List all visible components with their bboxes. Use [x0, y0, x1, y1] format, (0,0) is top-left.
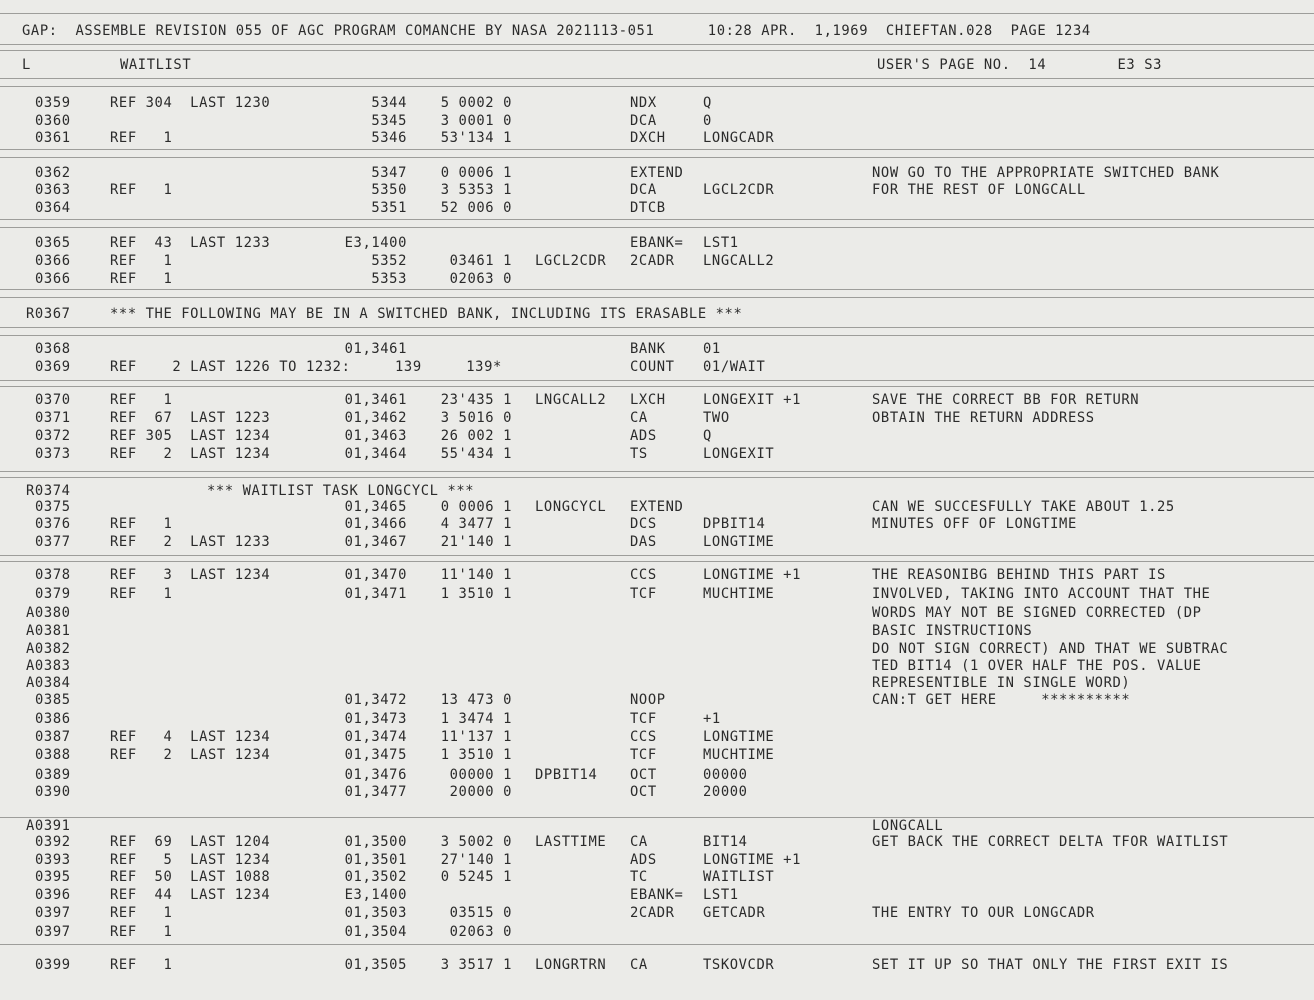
ruled-line [0, 44, 1314, 45]
opcode: EXTEND [630, 499, 684, 515]
opcode: BANK [630, 341, 666, 357]
ruled-line [0, 149, 1314, 150]
ruled-line [0, 561, 1314, 562]
ref-column: REF 1 [110, 182, 173, 198]
octal-word: 03461 1 [449, 253, 512, 269]
line-number: 0362 [35, 165, 71, 181]
line-number: 0371 [35, 410, 71, 426]
opcode: TCF [630, 747, 657, 763]
operand: LONGTIME +1 [703, 567, 801, 583]
opcode: DCA [630, 113, 657, 129]
opcode: CA [630, 834, 648, 850]
comment-text: INVOLVED, TAKING INTO ACCOUNT THAT THE [872, 586, 1211, 602]
operand: Q [703, 95, 712, 111]
address-column: 01,3466 [344, 516, 407, 532]
ref-column: REF 50 LAST 1088 [110, 869, 271, 885]
line-number: A0380 [26, 605, 71, 621]
operand: LNGCALL2 [703, 253, 775, 269]
operand: 01/WAIT [703, 359, 766, 375]
octal-word: 11'140 1 [440, 567, 512, 583]
address-column: 01,3461 [344, 341, 407, 357]
address-column: 01,3472 [344, 692, 407, 708]
ref-column: REF 305 LAST 1234 [110, 428, 271, 444]
line-number: 0365 [35, 235, 71, 251]
address-column: 01,3471 [344, 586, 407, 602]
operand: WAITLIST [703, 869, 775, 885]
octal-word: 3 3517 1 [440, 957, 512, 973]
symbol-label: DPBIT14 [535, 767, 598, 783]
symbol-label: LNGCALL2 [535, 392, 607, 408]
ref-column: REF 67 LAST 1223 [110, 410, 271, 426]
line-number: 0387 [35, 729, 71, 745]
address-column: 5350 [371, 182, 407, 198]
opcode: ADS [630, 852, 657, 868]
operand: TSKOVCDR [703, 957, 775, 973]
comment-text: MINUTES OFF OF LONGTIME [872, 516, 1077, 532]
ruled-line [0, 817, 1314, 818]
operand: Q [703, 428, 712, 444]
address-column: 01,3502 [344, 869, 407, 885]
octal-word: 03515 0 [449, 905, 512, 921]
line-number: A0381 [26, 623, 71, 639]
address-column: 01,3470 [344, 567, 407, 583]
operand: 01 [703, 341, 721, 357]
line-number: 0372 [35, 428, 71, 444]
octal-word: 02063 0 [449, 271, 512, 287]
octal-word: 3 0001 0 [440, 113, 512, 129]
ruled-line [0, 477, 1314, 478]
ref-column: REF 1 [110, 271, 173, 287]
ref-column: REF 2 LAST 1234 [110, 446, 271, 462]
opcode: TC [630, 869, 648, 885]
address-column: 01,3461 [344, 392, 407, 408]
octal-word: 3 5002 0 [440, 834, 512, 850]
ruled-line [0, 471, 1314, 472]
line-number: R0367 [26, 306, 71, 322]
address-column: 5346 [371, 130, 407, 146]
ruled-line [0, 335, 1314, 336]
line-number: 0386 [35, 711, 71, 727]
address-column: 01,3501 [344, 852, 407, 868]
ref-column: REF 1 [110, 957, 173, 973]
address-column: 01,3476 [344, 767, 407, 783]
ruled-line [0, 944, 1314, 945]
symbol-label: LONGRTRN [535, 957, 607, 973]
line-number: 0366 [35, 271, 71, 287]
address-column: 01,3474 [344, 729, 407, 745]
opcode: TCF [630, 586, 657, 602]
remark-text: *** WAITLIST TASK LONGCYCL *** [207, 483, 475, 499]
ref-column: REF 1 [110, 924, 173, 940]
octal-word: 5 0002 0 [440, 95, 512, 111]
line-number: A0382 [26, 641, 71, 657]
address-column: 01,3475 [344, 747, 407, 763]
opcode: TS [630, 446, 648, 462]
ruled-line [0, 157, 1314, 158]
opcode: DXCH [630, 130, 666, 146]
address-column: 01,3463 [344, 428, 407, 444]
header-line-2: L WAITLIST USER'S PAGE NO. 14 E3 S3 [22, 57, 1163, 73]
ruled-line [0, 227, 1314, 228]
operand: LONGEXIT [703, 446, 775, 462]
line-number: 0379 [35, 586, 71, 602]
address-column: 5353 [371, 271, 407, 287]
address-column: 5344 [371, 95, 407, 111]
comment-text: REPRESENTIBLE IN SINGLE WORD) [872, 675, 1131, 691]
ruled-line [0, 555, 1314, 556]
opcode: NDX [630, 95, 657, 111]
ref-column: REF 43 LAST 1233 [110, 235, 271, 251]
comment-text: CAN:T GET HERE ********** [872, 692, 1131, 708]
opcode: ADS [630, 428, 657, 444]
ref-column: REF 1 [110, 586, 173, 602]
address-column: 01,3500 [344, 834, 407, 850]
line-number: 0393 [35, 852, 71, 868]
line-number: 0399 [35, 957, 71, 973]
octal-word: 3 5353 1 [440, 182, 512, 198]
address-column: E3,1400 [344, 235, 407, 251]
line-number: 0368 [35, 341, 71, 357]
opcode: CCS [630, 729, 657, 745]
comment-text: FOR THE REST OF LONGCALL [872, 182, 1086, 198]
operand: MUCHTIME [703, 747, 775, 763]
opcode: CA [630, 957, 648, 973]
line-number: 0385 [35, 692, 71, 708]
operand: GETCADR [703, 905, 766, 921]
operand: +1 [703, 711, 721, 727]
line-number: 0359 [35, 95, 71, 111]
opcode: OCT [630, 784, 657, 800]
ruled-line [0, 50, 1314, 51]
line-number: A0383 [26, 658, 71, 674]
operand: LONGTIME [703, 534, 775, 550]
operand: TWO [703, 410, 730, 426]
ref-column: REF 1 [110, 905, 173, 921]
address-column: 01,3477 [344, 784, 407, 800]
octal-word: 02063 0 [449, 924, 512, 940]
octal-word: 52 006 0 [440, 200, 512, 216]
line-number: 0389 [35, 767, 71, 783]
ref-column: REF 304 LAST 1230 [110, 95, 271, 111]
operand: 20000 [703, 784, 748, 800]
ruled-line [0, 386, 1314, 387]
opcode: TCF [630, 711, 657, 727]
line-number: 0392 [35, 834, 71, 850]
line-number: 0378 [35, 567, 71, 583]
opcode: LXCH [630, 392, 666, 408]
symbol-label: LGCL2CDR [535, 253, 607, 269]
comment-text: DO NOT SIGN CORRECT) AND THAT WE SUBTRAC [872, 641, 1229, 657]
comment-text: BASIC INSTRUCTIONS [872, 623, 1033, 639]
ref-column: REF 2 LAST 1226 TO 1232: 139 139* [110, 359, 502, 375]
opcode: 2CADR [630, 905, 675, 921]
line-number: 0361 [35, 130, 71, 146]
octal-word: 3 5016 0 [440, 410, 512, 426]
line-number: 0373 [35, 446, 71, 462]
opcode: CCS [630, 567, 657, 583]
octal-word: 1 3474 1 [440, 711, 512, 727]
address-column: 01,3505 [344, 957, 407, 973]
address-column: 01,3467 [344, 534, 407, 550]
ref-column: REF 44 LAST 1234 [110, 887, 271, 903]
line-number: 0390 [35, 784, 71, 800]
octal-word: 0 5245 1 [440, 869, 512, 885]
opcode: 2CADR [630, 253, 675, 269]
opcode: DAS [630, 534, 657, 550]
ref-column: REF 1 [110, 253, 173, 269]
octal-word: 20000 0 [449, 784, 512, 800]
comment-text: SAVE THE CORRECT BB FOR RETURN [872, 392, 1140, 408]
opcode: DTCB [630, 200, 666, 216]
comment-text: NOW GO TO THE APPROPRIATE SWITCHED BANK [872, 165, 1220, 181]
ref-column: REF 1 [110, 516, 173, 532]
operand: LONGTIME +1 [703, 852, 801, 868]
ruled-line [0, 13, 1314, 14]
opcode: DCA [630, 182, 657, 198]
ruled-line [0, 327, 1314, 328]
octal-word: 1 3510 1 [440, 747, 512, 763]
opcode: DCS [630, 516, 657, 532]
operand: LST1 [703, 235, 739, 251]
octal-word: 0 0006 1 [440, 499, 512, 515]
line-number: 0366 [35, 253, 71, 269]
opcode: EBANK= [630, 887, 684, 903]
ref-column: REF 2 LAST 1233 [110, 534, 271, 550]
address-column: 01,3462 [344, 410, 407, 426]
octal-word: 11'137 1 [440, 729, 512, 745]
octal-word: 23'435 1 [440, 392, 512, 408]
line-number: 0396 [35, 887, 71, 903]
ruled-line [0, 78, 1314, 79]
address-column: 5351 [371, 200, 407, 216]
ref-column: REF 2 LAST 1234 [110, 747, 271, 763]
operand: LST1 [703, 887, 739, 903]
ref-column: REF 4 LAST 1234 [110, 729, 271, 745]
octal-word: 55'434 1 [440, 446, 512, 462]
opcode: EXTEND [630, 165, 684, 181]
operand: LGCL2CDR [703, 182, 775, 198]
address-column: 01,3465 [344, 499, 407, 515]
comment-text: LONGCALL [872, 818, 944, 834]
ref-column: REF 3 LAST 1234 [110, 567, 271, 583]
symbol-label: LONGCYCL [535, 499, 607, 515]
opcode: CA [630, 410, 648, 426]
comment-text: THE REASONIBG BEHIND THIS PART IS [872, 567, 1166, 583]
comment-text: THE ENTRY TO OUR LONGCADR [872, 905, 1095, 921]
comment-text: CAN WE SUCCESFULLY TAKE ABOUT 1.25 [872, 499, 1175, 515]
octal-word: 00000 1 [449, 767, 512, 783]
opcode: OCT [630, 767, 657, 783]
opcode: EBANK= [630, 235, 684, 251]
octal-word: 0 0006 1 [440, 165, 512, 181]
line-number: 0360 [35, 113, 71, 129]
line-number: 0363 [35, 182, 71, 198]
operand: 00000 [703, 767, 748, 783]
line-number: 0395 [35, 869, 71, 885]
header-line-1: GAP: ASSEMBLE REVISION 055 OF AGC PROGRAM COMANCHE BY NASA 2021113-051 10:28 APR. 1,1969 CHIEFTAN.028 PAGE 1234 [22, 23, 1091, 39]
operand: BIT14 [703, 834, 748, 850]
line-number: 0370 [35, 392, 71, 408]
line-number: 0369 [35, 359, 71, 375]
octal-word: 53'134 1 [440, 130, 512, 146]
line-number: 0397 [35, 905, 71, 921]
line-number: 0388 [35, 747, 71, 763]
symbol-label: LASTTIME [535, 834, 607, 850]
octal-word: 21'140 1 [440, 534, 512, 550]
operand: DPBIT14 [703, 516, 766, 532]
operand: MUCHTIME [703, 586, 775, 602]
line-number: A0391 [26, 818, 71, 834]
octal-word: 26 002 1 [440, 428, 512, 444]
line-number: 0377 [35, 534, 71, 550]
line-number: R0374 [26, 483, 71, 499]
octal-word: 4 3477 1 [440, 516, 512, 532]
ruled-line [0, 219, 1314, 220]
operand: LONGCADR [703, 130, 775, 146]
ref-column: REF 1 [110, 130, 173, 146]
octal-word: 1 3510 1 [440, 586, 512, 602]
octal-word: 27'140 1 [440, 852, 512, 868]
opcode: NOOP [630, 692, 666, 708]
ruled-line [0, 86, 1314, 87]
comment-text: WORDS MAY NOT BE SIGNED CORRECTED (DP [872, 605, 1202, 621]
comment-text: OBTAIN THE RETURN ADDRESS [872, 410, 1095, 426]
operand: 0 [703, 113, 712, 129]
ref-column: REF 1 [110, 392, 173, 408]
ref-column: REF 5 LAST 1234 [110, 852, 271, 868]
ruled-line [0, 380, 1314, 381]
line-number: A0384 [26, 675, 71, 691]
remark-text: *** THE FOLLOWING MAY BE IN A SWITCHED BANK, INCLUDING ITS ERASABLE *** [110, 306, 743, 322]
address-column: 01,3473 [344, 711, 407, 727]
address-column: 01,3504 [344, 924, 407, 940]
operand: LONGTIME [703, 729, 775, 745]
address-column: 01,3503 [344, 905, 407, 921]
comment-text: TED BIT14 (1 OVER HALF THE POS. VALUE [872, 658, 1202, 674]
line-number: 0376 [35, 516, 71, 532]
ruled-line [0, 289, 1314, 290]
line-number: 0364 [35, 200, 71, 216]
comment-text: SET IT UP SO THAT ONLY THE FIRST EXIT IS [872, 957, 1229, 973]
line-number: 0375 [35, 499, 71, 515]
address-column: 01,3464 [344, 446, 407, 462]
address-column: 5352 [371, 253, 407, 269]
line-number: 0397 [35, 924, 71, 940]
opcode: COUNT [630, 359, 675, 375]
address-column: E3,1400 [344, 887, 407, 903]
operand: LONGEXIT +1 [703, 392, 801, 408]
octal-word: 13 473 0 [440, 692, 512, 708]
comment-text: GET BACK THE CORRECT DELTA TFOR WAITLIST [872, 834, 1229, 850]
address-column: 5345 [371, 113, 407, 129]
address-column: 5347 [371, 165, 407, 181]
ruled-line [0, 297, 1314, 298]
ref-column: REF 69 LAST 1204 [110, 834, 271, 850]
